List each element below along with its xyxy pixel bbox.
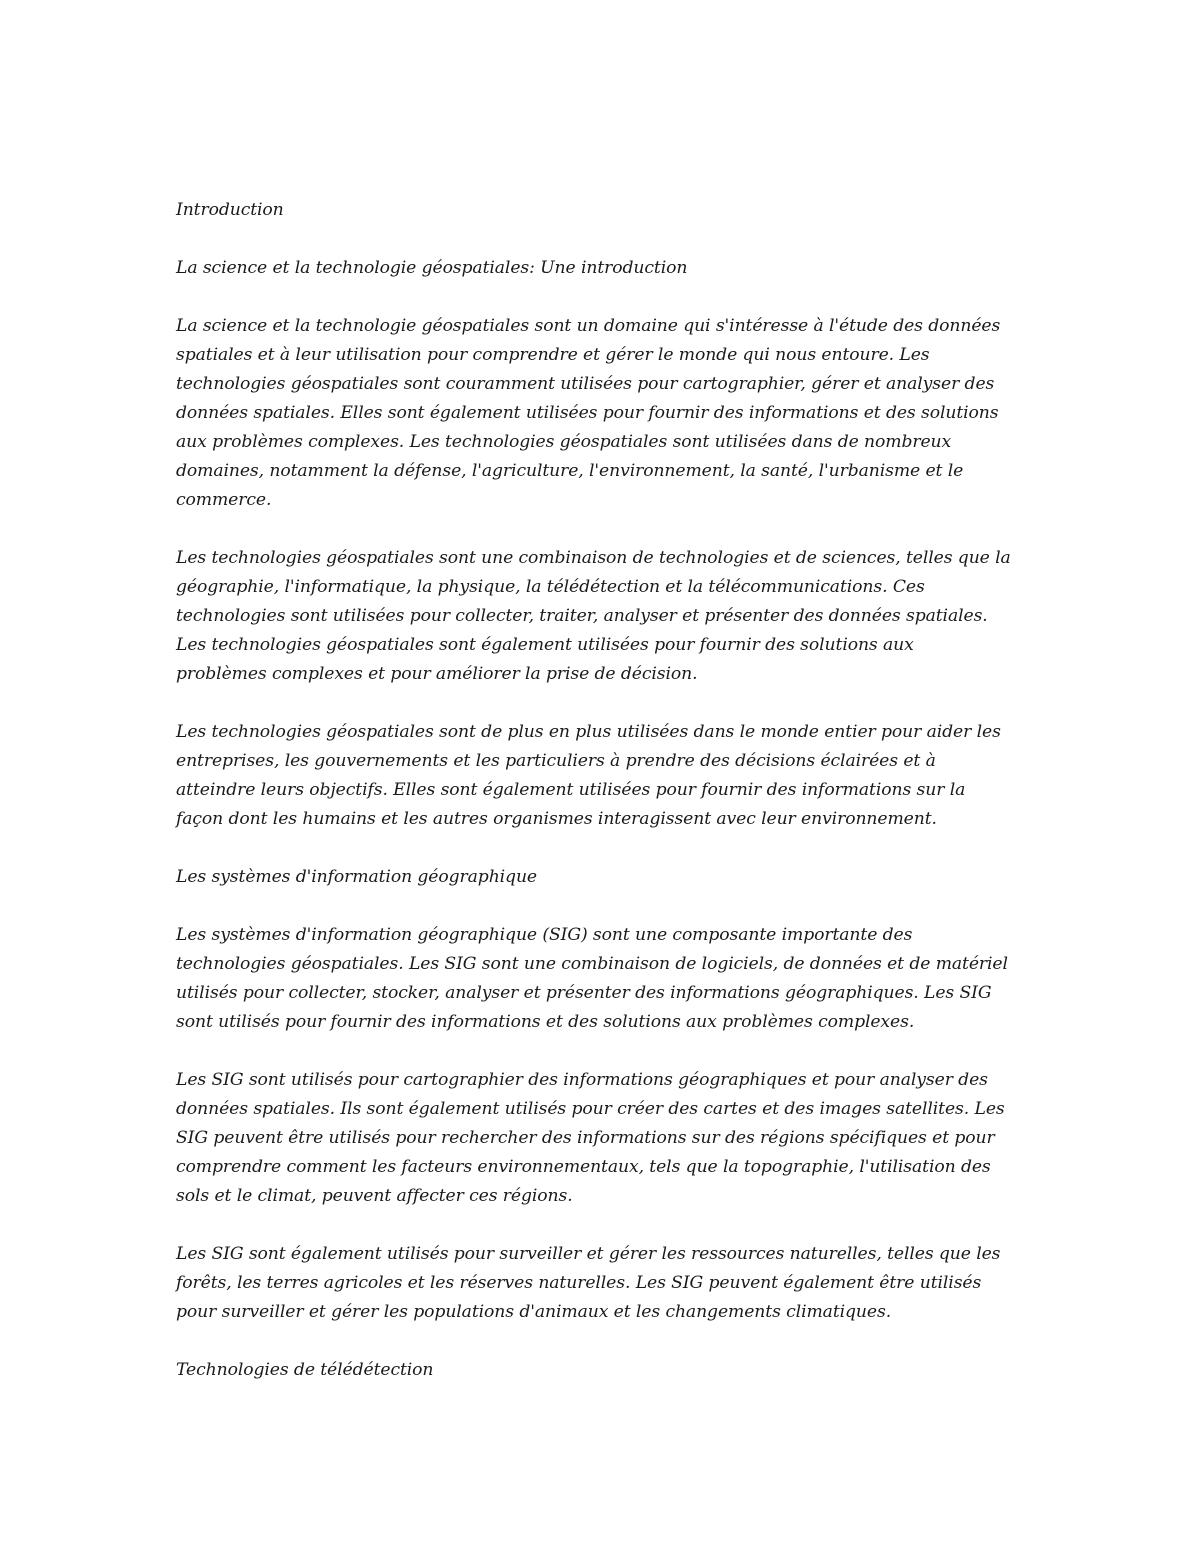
paragraph-line: pour surveiller et gérer les populations d'animaux et les changements climatiques.: [176, 1302, 892, 1322]
paragraph-line: technologies géospatiales sont couramment utilisées pour cartographier, gérer et analyser des: [176, 374, 995, 394]
paragraph-line: Les technologies géospatiales sont une combinaison de technologies et de sciences, telles que la: [176, 548, 1011, 568]
paragraph-gap: [176, 515, 1036, 544]
paragraph-line: SIG peuvent être utilisés pour rechercher des informations sur des régions spécifiques et pour: [176, 1128, 995, 1148]
paragraph-gap: [176, 689, 1036, 718]
paragraph-line: La science et la technologie géospatiales sont un domaine qui s'intéresse à l'étude des données: [176, 316, 1001, 336]
paragraph-line: sols et le climat, peuvent affecter ces régions.: [176, 1186, 573, 1206]
paragraph-line: Les technologies géospatiales sont également utilisées pour fournir des solutions aux: [176, 635, 914, 655]
paragraph-line: technologies géospatiales. Les SIG sont une combinaison de logiciels, de données et de matériel: [176, 954, 1008, 974]
paragraph-line: atteindre leurs objectifs. Elles sont également utilisées pour fournir des informations sur la: [176, 780, 966, 800]
paragraph-3: [176, 718, 1036, 834]
paragraph-line: forêts, les terres agricoles et les réserves naturelles. Les SIG peuvent également être utilisés: [176, 1273, 982, 1293]
paragraph-line: données spatiales. Elles sont également utilisées pour fournir des informations et des solutions: [176, 403, 999, 423]
paragraph-line: Les SIG sont utilisés pour cartographier des informations géographiques et pour analyser des: [176, 1070, 988, 1090]
paragraph-5: [176, 1066, 1036, 1211]
paragraph-line: domaines, notamment la défense, l'agriculture, l'environnement, la santé, l'urbanisme et le: [176, 461, 964, 481]
paragraph-line: technologies sont utilisées pour collecter, traiter, analyser et présenter des données spatiales.: [176, 606, 988, 626]
paragraph-line: données spatiales. Ils sont également utilisés pour créer des cartes et des images satellites. Les: [176, 1099, 1005, 1119]
paragraph-gap: [176, 283, 1036, 312]
paragraph-gap: [176, 1327, 1036, 1356]
section-heading-teledetection: Technologies de télédétection: [176, 1360, 434, 1380]
paragraph-gap: [176, 225, 1036, 254]
paragraph-line: comprendre comment les facteurs environnementaux, tels que la topographie, l'utilisation des: [176, 1157, 991, 1177]
paragraph-line: spatiales et à leur utilisation pour comprendre et gérer le monde qui nous entoure. Les: [176, 345, 930, 365]
paragraph-line: problèmes complexes et pour améliorer la prise de décision.: [176, 664, 698, 684]
paragraph-line: sont utilisés pour fournir des informations et des solutions aux problèmes complexes.: [176, 1012, 915, 1032]
paragraph-line: géographie, l'informatique, la physique, la télédétection et la télécommunications. Ces: [176, 577, 925, 597]
paragraph-line: entreprises, les gouvernements et les particuliers à prendre des décisions éclairées et à: [176, 751, 936, 771]
paragraph-line: Les technologies géospatiales sont de plus en plus utilisées dans le monde entier pour aider les: [176, 722, 1001, 742]
paragraph-line: aux problèmes complexes. Les technologies géospatiales sont utilisées dans de nombreux: [176, 432, 952, 452]
paragraph-2: [176, 544, 1036, 689]
document-subtitle: La science et la technologie géospatiales: Une introduction: [176, 258, 688, 278]
paragraph-1: [176, 312, 1036, 515]
paragraph-line: façon dont les humains et les autres organismes interagissent avec leur environnement.: [176, 809, 937, 829]
document-body: [176, 196, 1036, 1385]
paragraph-6: [176, 1240, 1036, 1327]
paragraph-line: Les systèmes d'information géographique (SIG) sont une composante importante des: [176, 925, 913, 945]
paragraph-gap: [176, 892, 1036, 921]
paragraph-line: utilisés pour collecter, stocker, analyser et présenter des informations géographiques. Les SIG: [176, 983, 992, 1003]
section-heading-sig: Les systèmes d'information géographique: [176, 867, 537, 887]
paragraph-line: commerce.: [176, 490, 272, 510]
paragraph-gap: [176, 834, 1036, 863]
paragraph-4: [176, 921, 1036, 1037]
paragraph-gap: [176, 1211, 1036, 1240]
section-heading-introduction: Introduction: [176, 200, 284, 220]
paragraph-gap: [176, 1037, 1036, 1066]
paragraph-line: Les SIG sont également utilisés pour surveiller et gérer les ressources naturelles, telles que les: [176, 1244, 1001, 1264]
